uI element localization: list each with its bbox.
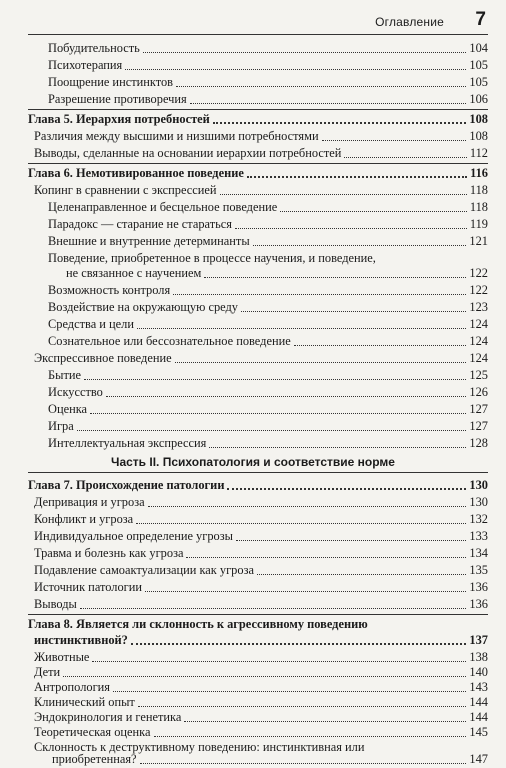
toc-entry[interactable]: Копинг в сравнении с экспрессией 118	[34, 183, 488, 197]
toc-entry[interactable]: Индивидуальное определение угрозы 133	[34, 529, 488, 543]
toc-entry[interactable]: Склонность к деструктивному поведению: инстинктивная или	[34, 740, 365, 754]
toc-entry[interactable]: Целенаправленное и бесцельное поведение 118	[48, 200, 488, 214]
toc-entry[interactable]: не связанное с научением 122	[66, 266, 488, 280]
toc-entry[interactable]: Животные 138	[34, 650, 488, 664]
toc-chapter[interactable]: Глава 5. Иерархия потребностей 108	[28, 112, 488, 126]
toc-entry[interactable]: Бытие 125	[48, 368, 488, 382]
toc-entry[interactable]: Конфликт и угроза 132	[34, 512, 488, 526]
toc-entry[interactable]: Игра 127	[48, 419, 488, 433]
toc-entry[interactable]: Выводы 136	[34, 597, 488, 611]
toc-entry[interactable]: Теоретическая оценка 145	[34, 725, 488, 739]
toc-entry[interactable]: Сознательное или бессознательное поведение 124	[48, 334, 488, 348]
section-divider	[28, 163, 488, 164]
toc-entry[interactable]: Депривация и угроза 130	[34, 495, 488, 509]
toc-chapter[interactable]: Глава 8. Является ли склонность к агрессивному поведению	[28, 617, 368, 631]
section-divider	[28, 109, 488, 110]
toc-entry[interactable]: Искусство 126	[48, 385, 488, 399]
toc-entry[interactable]: Поведение, приобретенное в процессе научения, и поведение,	[48, 251, 376, 265]
toc-entry[interactable]: Воздействие на окружающую среду 123	[48, 300, 488, 314]
toc-entry[interactable]: Побудительность 104	[48, 41, 488, 55]
toc-entry[interactable]: Внешние и внутренние детерминанты 121	[48, 234, 488, 248]
toc-entry[interactable]: Средства и цели 124	[48, 317, 488, 331]
toc-entry[interactable]: Поощрение инстинктов 105	[48, 75, 488, 89]
toc-entry[interactable]: Антропология 143	[34, 680, 488, 694]
toc-chapter[interactable]: Глава 6. Немотивированное поведение 116	[28, 166, 488, 180]
toc-entry[interactable]: Оценка 127	[48, 402, 488, 416]
toc-chapter[interactable]: Глава 7. Происхождение патологии 130	[28, 478, 488, 492]
section-divider	[28, 472, 488, 473]
toc-entry[interactable]: Клинический опыт 144	[34, 695, 488, 709]
toc-entry[interactable]: Экспрессивное поведение 124	[34, 351, 488, 365]
header-title: Оглавление	[375, 15, 444, 29]
toc-entry[interactable]: Подавление самоактуализации как угроза 135	[34, 563, 488, 577]
toc-entry[interactable]: Возможность контроля 122	[48, 283, 488, 297]
running-header	[28, 8, 488, 35]
part-heading: Часть II. Психопатология и соответствие норме	[111, 455, 395, 469]
toc-entry[interactable]: Разрешение противоречия 106	[48, 92, 488, 106]
toc-entry[interactable]: Дети 140	[34, 665, 488, 679]
toc-entry[interactable]: Травма и болезнь как угроза 134	[34, 546, 488, 560]
section-divider	[28, 614, 488, 615]
toc-chapter[interactable]: инстинктивной? 137	[34, 633, 488, 647]
toc-entry[interactable]: Источник патологии 136	[34, 580, 488, 594]
toc-entry[interactable]: Интеллектуальная экспрессия 128	[48, 436, 488, 450]
toc-entry[interactable]: Выводы, сделанные на основании иерархии потребностей 112	[34, 146, 488, 160]
page-number: 7	[475, 9, 486, 30]
toc-entry[interactable]: Парадокс — старание не стараться 119	[48, 217, 488, 231]
toc-entry[interactable]: Психотерапия 105	[48, 58, 488, 72]
toc-entry[interactable]: приобретенная? 147	[52, 752, 488, 766]
toc-entry[interactable]: Различия между высшими и низшими потребностями 108	[34, 129, 488, 143]
toc-entry[interactable]: Эндокринология и генетика 144	[34, 710, 488, 724]
